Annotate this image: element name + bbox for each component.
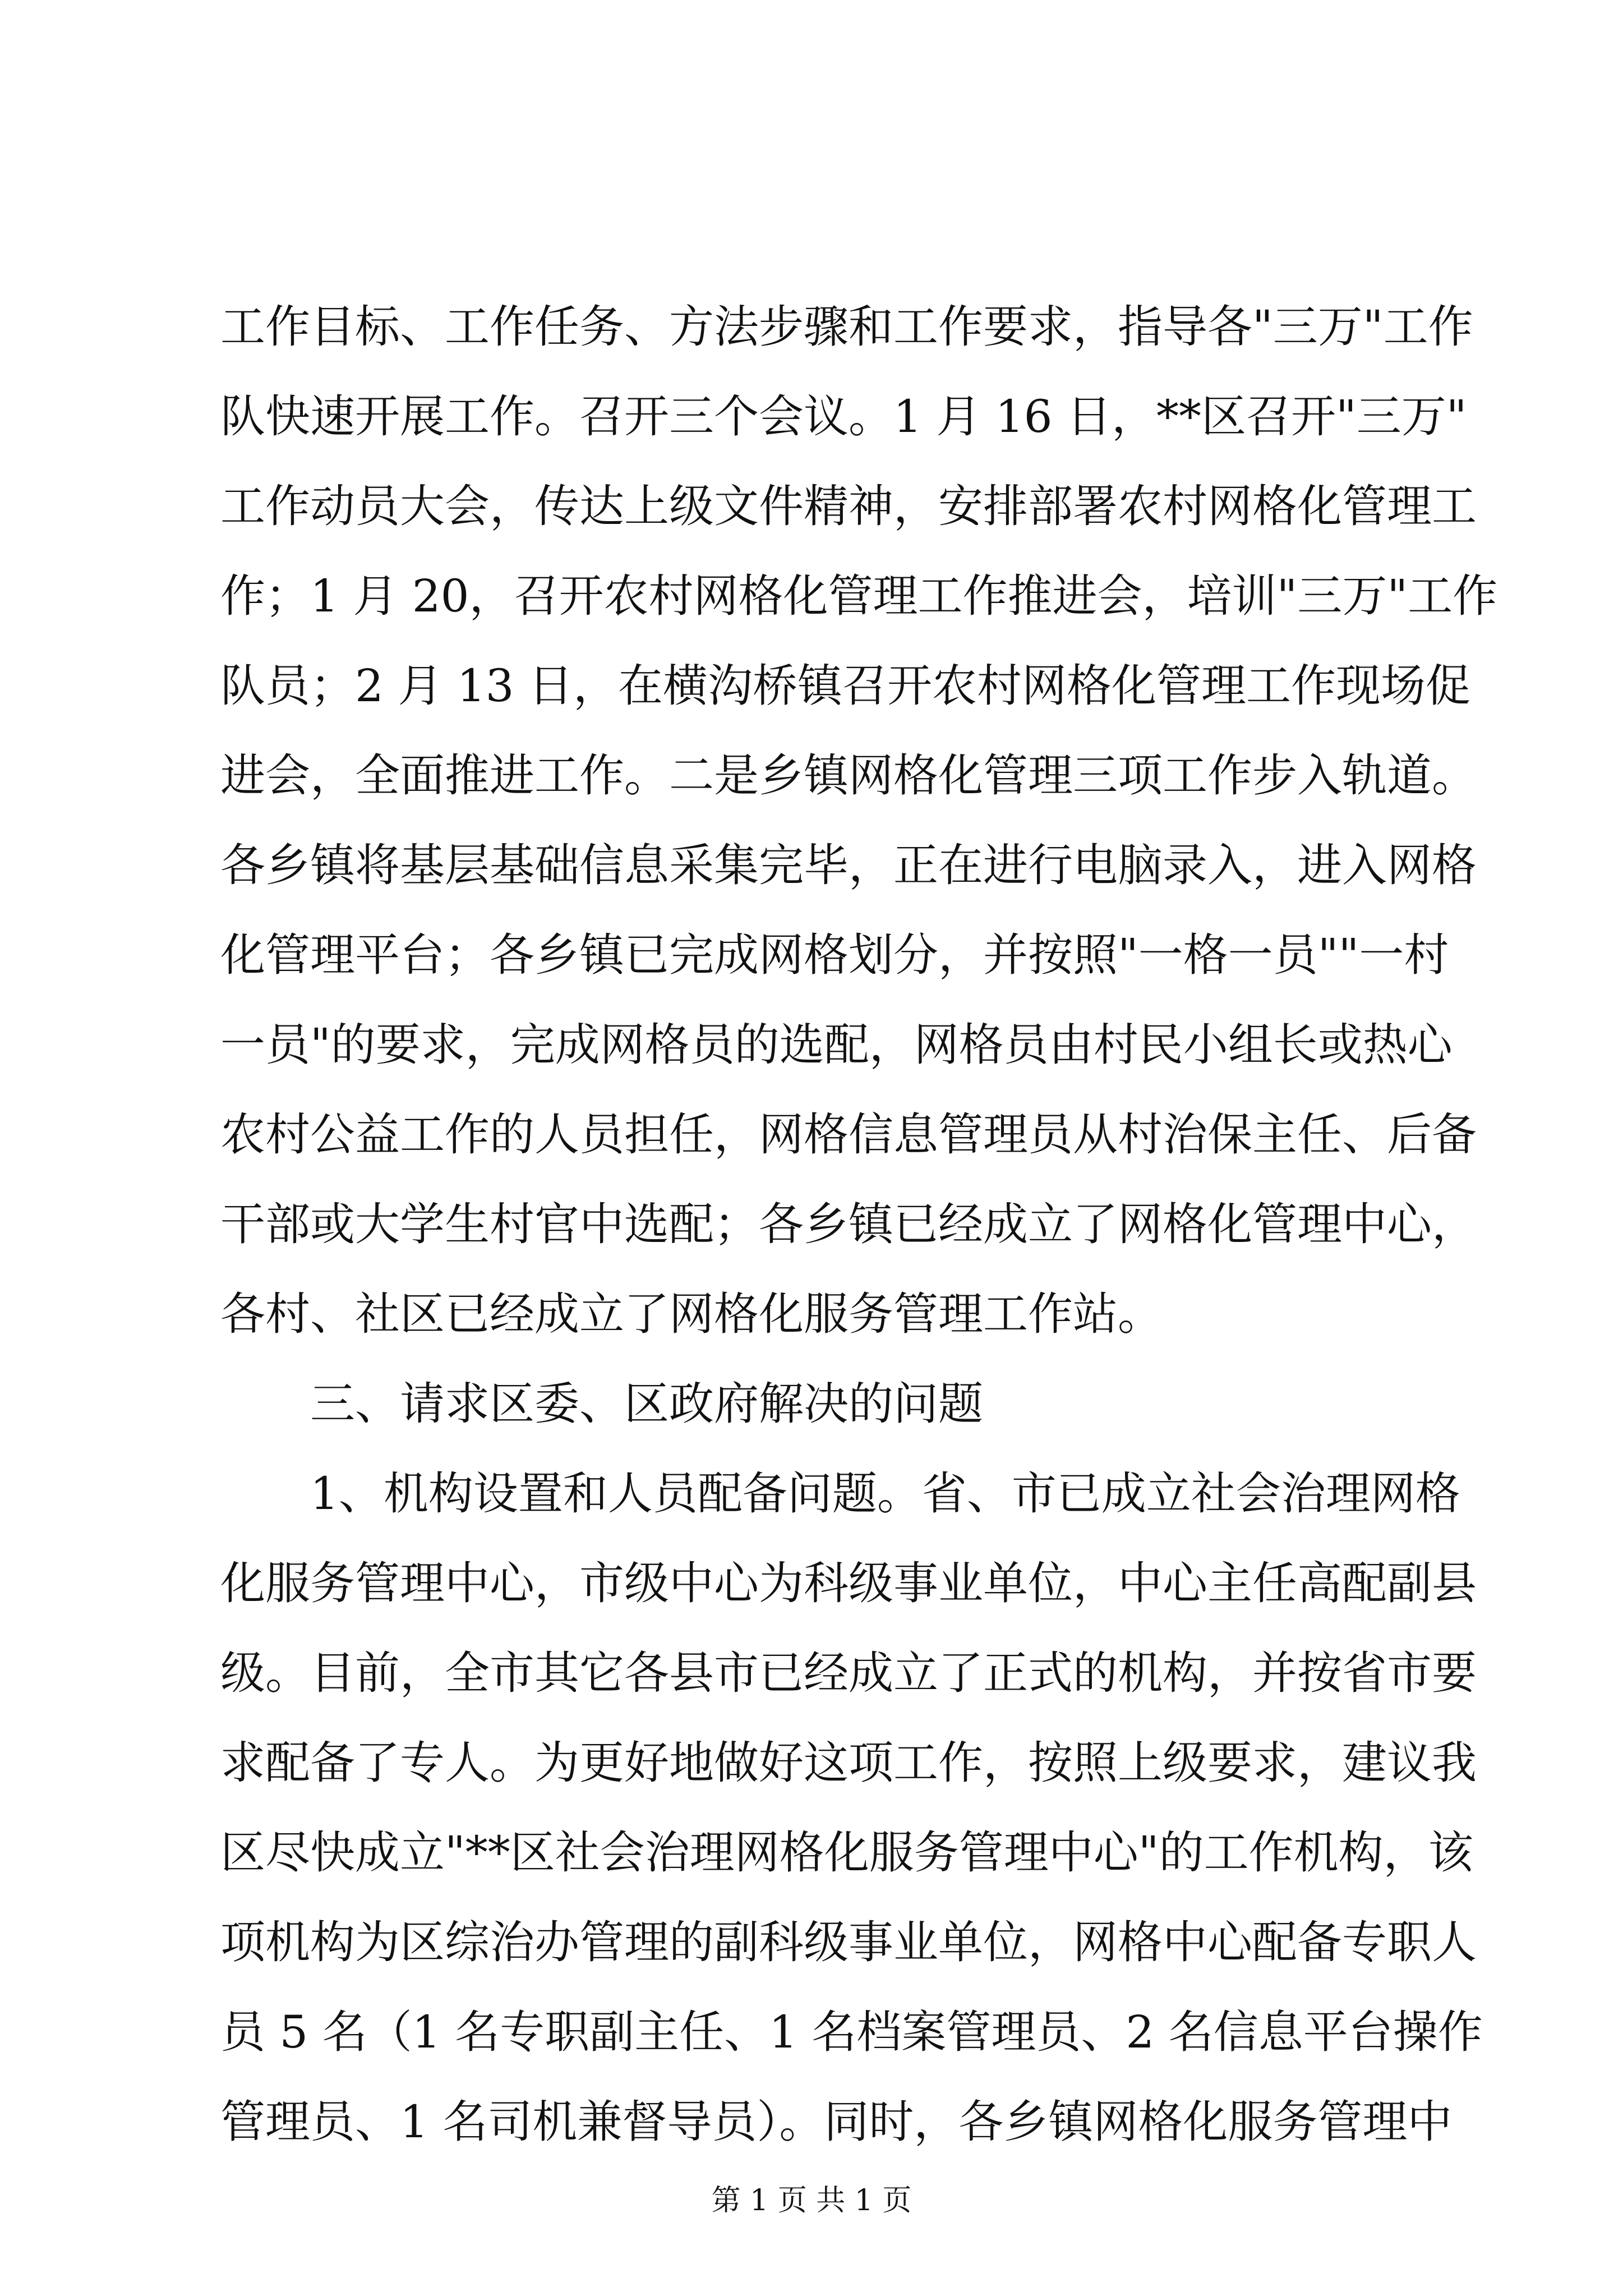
text-line: 化服务管理中心，市级中心为科级事业单位，中心主任高配副县 <box>220 1557 1477 1609</box>
text-line: 求配备了专人。为更好地做好这项工作，按照上级要求，建议我 <box>220 1737 1477 1789</box>
text-line: 农村公益工作的人员担任，网格信息管理员从村治保主任、后备 <box>220 1108 1477 1161</box>
text-line: 各村、社区已经成立了网格化服务管理工作站。 <box>220 1288 1163 1340</box>
page-footer: 第 1 页 共 1 页 <box>711 2184 912 2217</box>
text-line: 1、机构设置和人员配备问题。省、市已成立社会治理网格 <box>310 1467 1460 1520</box>
section-heading: 三、请求区委、区政府解决的问题 <box>310 1378 983 1430</box>
text-line: 干部或大学生村官中选配；各乡镇已经成立了网格化管理中心， <box>220 1198 1477 1250</box>
text-line: 员 5 名（1 名专职副主任、1 名档案管理员、2 名信息平台操作 <box>220 2006 1483 2058</box>
text-line: 一员"的要求，完成网格员的选配，网格员由村民小组长或热心 <box>220 1019 1453 1071</box>
text-line: 进会，全面推进工作。二是乡镇网格化管理三项工作步入轨道。 <box>220 749 1477 802</box>
text-line: 化管理平台；各乡镇已完成网格划分，并按照"一格一员""一村 <box>220 929 1449 981</box>
text-line: 管理员、1 名司机兼督导员）。同时，各乡镇网格化服务管理中 <box>220 2096 1453 2148</box>
text-line: 工作动员大会，传达上级文件精神，安排部署农村网格化管理工 <box>220 480 1477 532</box>
text-line: 队快速开展工作。召开三个会议。1 月 16 日，**区召开"三万" <box>220 390 1467 443</box>
text-line: 作；1 月 20，召开农村网格化管理工作推进会，培训"三万"工作 <box>220 570 1498 622</box>
text-line: 项机构为区综治办管理的副科级事业单位，网格中心配备专职人 <box>220 1916 1477 1968</box>
text-line: 工作目标、工作任务、方法步骤和工作要求，指导各"三万"工作 <box>220 301 1473 353</box>
text-line: 区尽快成立"**区社会治理网格化服务管理中心"的工作机构，该 <box>220 1826 1473 1879</box>
text-line: 队员；2 月 13 日，在横沟桥镇召开农村网格化管理工作现场促 <box>220 660 1470 712</box>
text-line: 各乡镇将基层基础信息采集完毕，正在进行电脑录入，进入网格 <box>220 839 1477 891</box>
text-line: 级。目前，全市其它各县市已经成立了正式的机构，并按省市要 <box>220 1647 1477 1699</box>
